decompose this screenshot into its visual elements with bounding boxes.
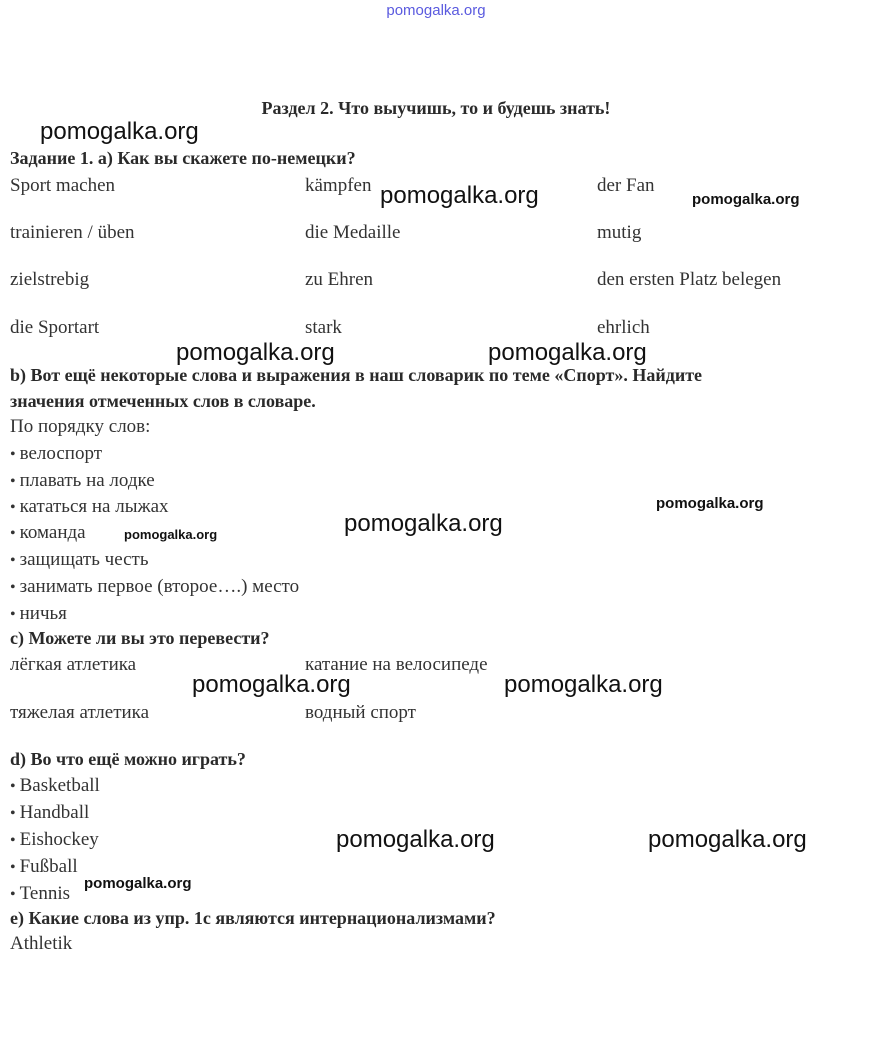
watermark: pomogalka.org — [336, 826, 495, 853]
c-cell: катание на велосипеде — [305, 654, 488, 675]
list-item: • защищать честь — [10, 549, 149, 571]
vocab-cell: zu Ehren — [305, 269, 374, 290]
list-item: • Tennis — [10, 883, 70, 905]
list-item: • ничья — [10, 603, 67, 625]
watermark: pomogalka.org — [192, 671, 351, 698]
list-item: • команда — [10, 522, 86, 544]
task1-b-heading-line2: значения отмеченных слов в словаре. — [10, 391, 316, 411]
vocab-cell: trainieren / üben — [10, 222, 135, 243]
top-watermark: pomogalka.org — [386, 2, 486, 19]
watermark: pomogalka.org — [648, 826, 807, 853]
watermark: pomogalka.org — [84, 875, 192, 892]
list-item: • велоспорт — [10, 443, 102, 465]
watermark: pomogalka.org — [176, 339, 335, 366]
list-item: • Eishockey — [10, 829, 99, 851]
c-cell: лёгкая атлетика — [10, 654, 137, 675]
vocab-cell: mutig — [597, 222, 642, 243]
list-item: • занимать первое (второе….) место — [10, 576, 299, 598]
task1-a-heading: Задание 1. а) Как вы скажете по-немецки? — [10, 148, 356, 168]
vocab-cell: Sport machen — [10, 175, 116, 196]
watermark: pomogalka.org — [488, 339, 647, 366]
c-cell: тяжелая атлетика — [10, 702, 150, 723]
watermark: pomogalka.org — [656, 495, 764, 512]
vocab-cell: die Sportart — [10, 317, 100, 338]
list-item: • Fußball — [10, 856, 78, 878]
task1-c-heading: c) Можете ли вы это перевести? — [10, 628, 270, 648]
list-item: • Basketball — [10, 775, 100, 797]
task1-b-heading-line1: b) Вот ещё некоторые слова и выражения в наш словарик по теме «Спорт». Найдите — [10, 365, 703, 385]
order-label: По порядку слов: — [10, 416, 151, 437]
watermark: pomogalka.org — [344, 510, 503, 537]
vocab-cell: die Medaille — [305, 222, 401, 243]
vocab-cell: ehrlich — [597, 317, 650, 338]
vocab-cell: kämpfen — [305, 175, 372, 196]
task1-e-heading: e) Какие слова из упр. 1c являются интернационализмами? — [10, 908, 496, 928]
c-cell: водный спорт — [305, 702, 416, 723]
watermark: pomogalka.org — [504, 671, 663, 698]
watermark: pomogalka.org — [40, 118, 199, 145]
vocab-cell: den ersten Platz belegen — [597, 269, 782, 290]
task1-d-heading: d) Во что ещё можно играть? — [10, 749, 246, 769]
e-answer: Athletik — [10, 933, 73, 954]
vocab-cell: zielstrebig — [10, 269, 90, 290]
watermark: pomogalka.org — [124, 527, 218, 542]
list-item: • плавать на лодке — [10, 470, 155, 492]
list-item: • кататься на лыжах — [10, 496, 169, 518]
vocab-cell: stark — [305, 317, 342, 338]
watermark: pomogalka.org — [380, 182, 539, 209]
section-title: Раздел 2. Что выучишь, то и будешь знать! — [261, 98, 611, 118]
list-item: • Handball — [10, 802, 89, 824]
watermark: pomogalka.org — [692, 191, 800, 208]
vocab-cell: der Fan — [597, 175, 655, 196]
